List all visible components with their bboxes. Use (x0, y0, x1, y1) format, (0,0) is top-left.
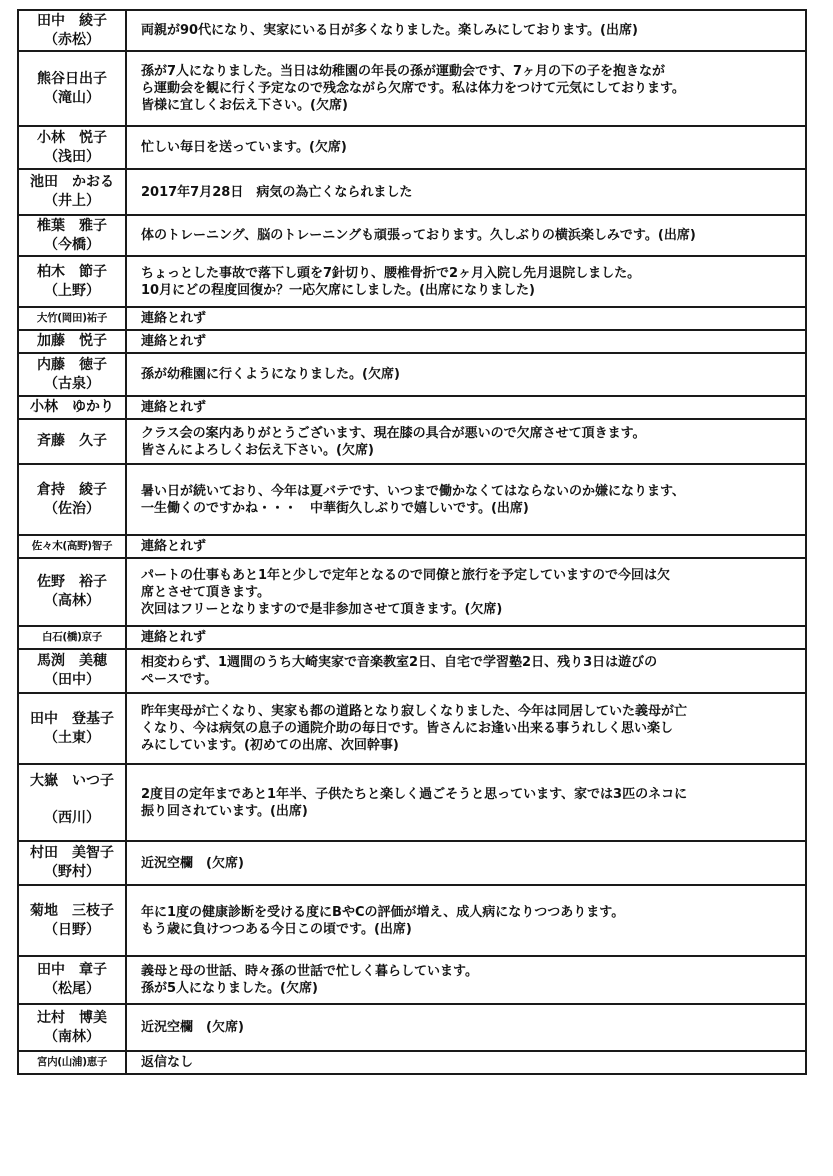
member-name: 大竹(岡田)祐子 (36, 312, 108, 324)
member-name-cell (18, 126, 126, 169)
maiden-name: （土東） (44, 729, 100, 746)
member-name-cell (18, 649, 126, 693)
member-name-cell (18, 330, 126, 353)
member-message-cell (126, 10, 806, 51)
member-message-cell (126, 353, 806, 396)
message-line: くなり、今は病気の息子の通院介助の毎日です。皆さんにお逢い出来る事うれしく思い楽し (141, 721, 673, 736)
member-message-cell (126, 169, 806, 215)
message-line: 忙しい毎日を送っています。(欠席) (141, 140, 347, 155)
member-row (18, 535, 806, 558)
member-row (18, 841, 806, 885)
message-line: 孫が7人になりました。当日は幼稚園の年長の孫が運動会です、7ヶ月の下の子を抱きなが (141, 64, 666, 79)
member-row (18, 51, 806, 126)
member-name: 菊地 三枝子 (30, 902, 114, 919)
member-name-cell (18, 1004, 126, 1051)
member-name-cell (18, 885, 126, 956)
member-name: 小林 悦子 (37, 129, 107, 146)
member-message-cell (126, 535, 806, 558)
member-row (18, 693, 806, 764)
maiden-name: （井上） (44, 193, 100, 209)
member-name: 宮内(山浦)恵子 (36, 1056, 108, 1068)
member-message-cell (126, 841, 806, 885)
member-row (18, 10, 806, 51)
member-message-cell (126, 764, 806, 841)
message-line: 近況空欄 (欠席) (141, 855, 244, 871)
message-line: ら運動会を観に行く予定なので残念ながら欠席です。私は体力をつけて元気にしております。 (141, 81, 685, 96)
member-name-cell (18, 256, 126, 307)
member-row (18, 558, 806, 626)
message-line: ペースです。 (141, 672, 218, 687)
member-message-cell (126, 126, 806, 169)
member-row (18, 419, 806, 464)
member-row (18, 764, 806, 841)
member-name: 佐野 裕子 (37, 574, 107, 590)
member-message-cell (126, 885, 806, 956)
maiden-name: （浅田） (44, 148, 100, 165)
member-message-cell (126, 307, 806, 330)
member-name-cell (18, 693, 126, 764)
member-name: 内藤 徳子 (37, 356, 107, 373)
message-line: 返信なし (141, 1055, 194, 1070)
message-line: 近況空欄 (欠席) (141, 1020, 244, 1035)
message-line: クラス会の案内ありがとうございます、現在膝の具合が悪いので欠席させて頂きます。 (141, 425, 646, 441)
member-name-cell (18, 396, 126, 419)
member-message-cell (126, 693, 806, 764)
member-row (18, 330, 806, 353)
member-row (18, 464, 806, 535)
member-row (18, 126, 806, 169)
roster-rows (18, 10, 806, 1074)
maiden-name: （田中） (44, 672, 100, 688)
message-line: 連絡とれず (141, 334, 207, 349)
member-row (18, 256, 806, 307)
member-name: 小林 ゆかり (30, 399, 114, 415)
member-row (18, 649, 806, 693)
member-name-cell (18, 169, 126, 215)
message-line: ちょっとした事故で落下し頭を7針切り、腰椎骨折で2ヶ月入院し先月退院しました。 (141, 265, 641, 281)
message-line: 10月にどの程度回復か？一応欠席にしました。(出席になりました) (141, 282, 535, 298)
member-name-cell (18, 558, 126, 626)
member-message-cell (126, 1004, 806, 1051)
message-line: パートの仕事もあと1年と少しで定年となるので同僚と旅行を予定していますので今回は欠 (141, 567, 671, 583)
member-name-cell (18, 841, 126, 885)
member-row (18, 1051, 806, 1074)
member-message-cell (126, 956, 806, 1004)
message-line: 連絡とれず (141, 311, 207, 326)
member-message-cell (126, 419, 806, 464)
maiden-name: （上野） (44, 282, 100, 299)
member-name: 大嶽 いつ子 (30, 772, 114, 789)
message-line: 昨年実母が亡くなり、実家も都の道路となり寂しくなりました、今年は同居していた義母が亡 (141, 704, 688, 719)
message-line: 振り回されています。(出席) (141, 803, 308, 819)
member-name: 馬渕 美穂 (37, 653, 107, 669)
message-line: 孫が5人になりました。(欠席) (141, 981, 318, 996)
roster-table (17, 9, 807, 1075)
message-line: 席とさせて頂きます。 (141, 584, 270, 600)
maiden-name: （佐治） (44, 500, 100, 517)
member-name: 辻村 博美 (37, 1009, 107, 1026)
member-message-cell (126, 396, 806, 419)
message-line: もう歳に負けつつある今日この頃です。(出席) (141, 921, 412, 937)
maiden-name: （高林） (44, 593, 100, 609)
member-row (18, 626, 806, 649)
maiden-name: （西川） (44, 809, 100, 826)
message-line: 連絡とれず (141, 400, 207, 415)
member-name: 椎葉 雅子 (37, 217, 107, 234)
member-name: 白石(橋)京子 (42, 631, 102, 643)
message-line: 次回はフリーとなりますので是非参加させて頂きます。(欠席) (141, 601, 503, 617)
member-name: 田中 登基子 (30, 710, 114, 727)
member-message-cell (126, 256, 806, 307)
member-row (18, 353, 806, 396)
member-row (18, 396, 806, 419)
member-name: 斉藤 久子 (37, 433, 107, 449)
member-name: 田中 章子 (37, 962, 107, 978)
message-line: 2017年7月28日 病気の為亡くなられました (141, 184, 413, 200)
message-line: 皆様に宜しくお伝え下さい。(欠席) (141, 98, 348, 113)
message-line: みにしています。(初めての出席、次回幹事) (141, 738, 399, 753)
maiden-name: （松尾） (44, 981, 100, 997)
member-message-cell (126, 558, 806, 626)
member-message-cell (126, 626, 806, 649)
member-name-cell (18, 764, 126, 841)
member-name: 田中 綾子 (37, 12, 107, 29)
member-message-cell (126, 464, 806, 535)
member-name-cell (18, 307, 126, 330)
message-line: 一生働くのですかね・・・ 中華街久しぶりで嬉しいです。(出席) (141, 500, 529, 516)
member-name: 池田 かおる (30, 174, 114, 190)
member-row (18, 307, 806, 330)
message-line: 連絡とれず (141, 630, 207, 645)
message-line: 両親が90代になり、実家にいる日が多くなりました。楽しみにしております。(出席) (141, 23, 638, 38)
member-row (18, 215, 806, 256)
member-message-cell (126, 1051, 806, 1074)
message-line: 連絡とれず (141, 539, 207, 554)
member-message-cell (126, 649, 806, 693)
member-name-cell (18, 1051, 126, 1074)
message-line: 暑い日が続いており、今年は夏バテです、いつまで働かなくてはならないのか嫌になります、 (141, 483, 685, 499)
member-name: 佐々木(高野)智子 (31, 540, 113, 552)
member-name-cell (18, 626, 126, 649)
member-name-cell (18, 10, 126, 51)
member-message-cell (126, 51, 806, 126)
member-name-cell (18, 215, 126, 256)
maiden-name: （滝山） (44, 89, 100, 106)
member-message-cell (126, 215, 806, 256)
maiden-name: （日野） (44, 921, 100, 938)
member-name: 村田 美智子 (30, 845, 114, 861)
member-name-cell (18, 51, 126, 126)
message-line: 2度目の定年まであと1年半、子供たちと楽しく過ごそうと思っています、家では3匹のネコに (141, 786, 688, 802)
member-row (18, 885, 806, 956)
maiden-name: （野村） (44, 864, 100, 880)
member-name-cell (18, 464, 126, 535)
member-name: 熊谷日出子 (37, 70, 107, 87)
message-line: 皆さんによろしくお伝え下さい。(欠席) (141, 442, 374, 458)
maiden-name: （南林） (44, 1028, 100, 1045)
member-name-cell (18, 956, 126, 1004)
member-name: 加藤 悦子 (37, 333, 107, 349)
member-name-cell (18, 419, 126, 464)
member-message-cell (126, 330, 806, 353)
member-name: 柏木 節子 (37, 263, 107, 280)
maiden-name: （今橋） (44, 236, 100, 253)
member-name-cell (18, 353, 126, 396)
message-line: 孫が幼稚園に行くようになりました。(欠席) (141, 367, 400, 382)
maiden-name: （古泉） (44, 375, 100, 392)
member-row (18, 956, 806, 1004)
member-name: 倉持 綾子 (37, 481, 107, 498)
message-line: 義母と母の世話、時々孫の世話で忙しく暮らしています。 (141, 964, 478, 979)
member-row (18, 169, 806, 215)
member-name-cell (18, 535, 126, 558)
message-line: 相変わらず、1週間のうち大崎実家で音楽教室2日、自宅で学習塾2日、残り3日は遊びの (141, 655, 658, 670)
maiden-name: （赤松） (44, 31, 100, 48)
member-row (18, 1004, 806, 1051)
message-line: 年に1度の健康診断を受ける度にBやCの評価が増え、成人病になりつつあります。 (141, 904, 625, 920)
message-line: 体のトレーニング、脳のトレーニングも頑張っております。久しぶりの横浜楽しみです。(出席) (141, 228, 696, 243)
